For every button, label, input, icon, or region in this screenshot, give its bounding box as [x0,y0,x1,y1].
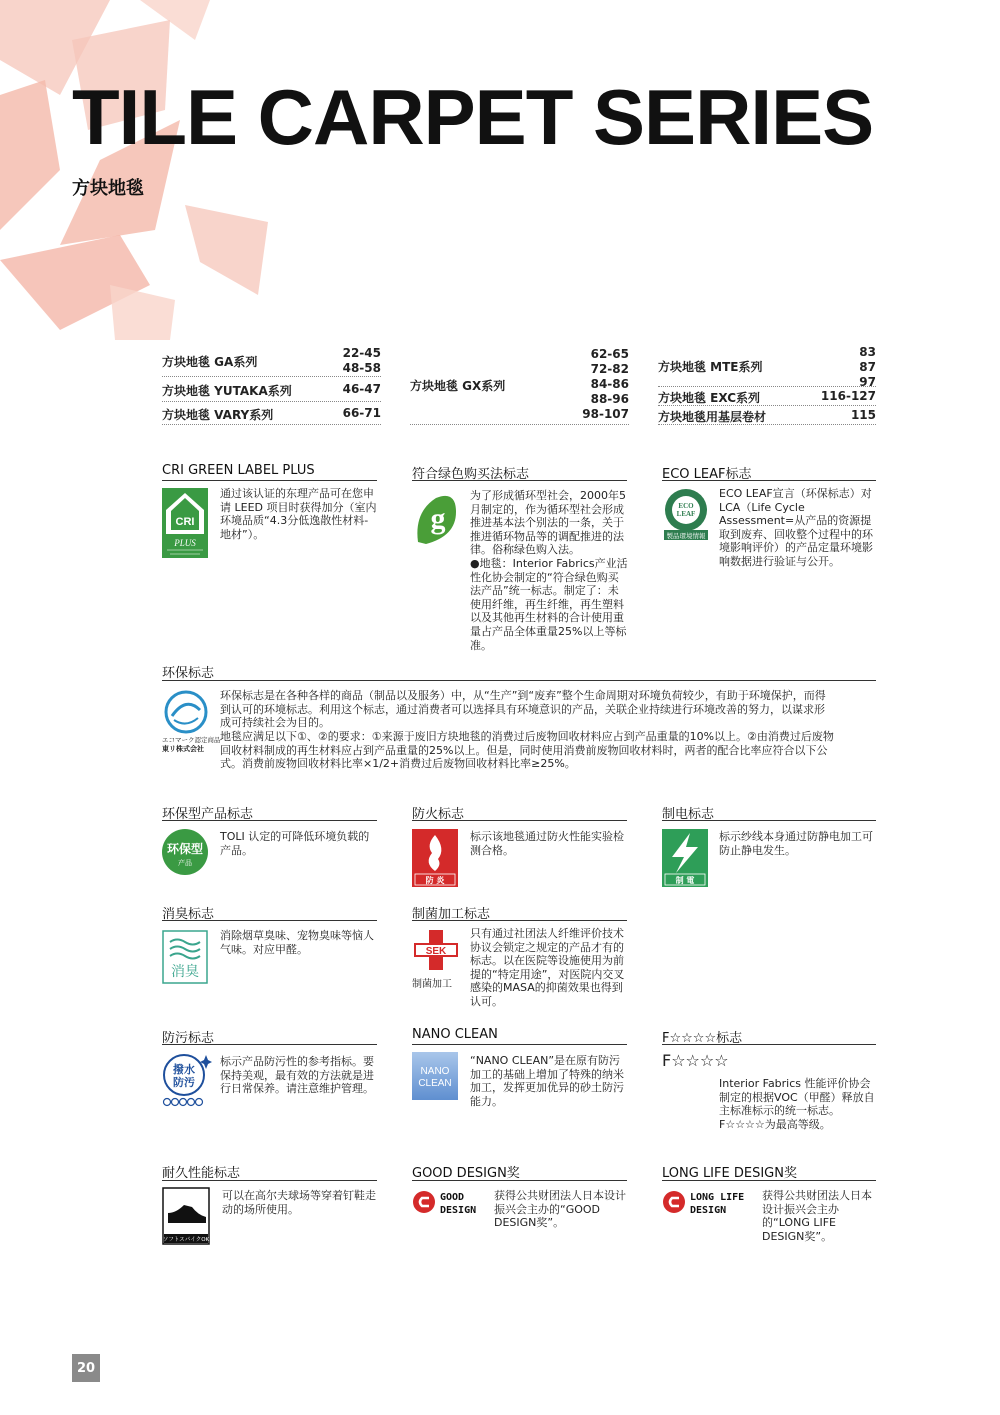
section-rule [412,920,627,921]
svg-text:DESIGN: DESIGN [690,1205,727,1216]
antistatic-logo [662,829,708,887]
svg-text:防 炎: 防 炎 [425,876,445,885]
svg-text:制 電: 制 電 [675,876,695,885]
fire-description: 标示该地毯通过防火性能实验检测合格。 [470,830,624,857]
eco-mark-logo [162,690,210,734]
svg-text:撥水: 撥水 [173,1063,195,1076]
index-divider [658,424,876,425]
svg-text:产品: 产品 [178,859,192,867]
svg-text:LONG LIFE: LONG LIFE [690,1192,745,1203]
svg-text:製品環境情報: 製品環境情報 [666,532,706,540]
section-rule [412,1180,627,1181]
cri-green-label-logo [162,488,208,558]
index-item-vary: 方块地毯 VARY系列 [162,408,274,422]
section-rule [662,1044,876,1045]
index-divider [658,386,876,387]
eco-type-heading: 环保型产品标志 [162,807,254,822]
svg-text:GOOD: GOOD [440,1192,465,1203]
index-divider [658,405,876,406]
section-rule [412,820,627,821]
svg-text:CLEAN: CLEAN [418,1078,452,1089]
index-divider [162,424,381,425]
index-item-ga: 方块地毯 GA系列 [162,355,258,369]
antibac-description: 只有通过社团法人纤维评价技术协议会锁定之规定的产品才有的标志。以在医院等设施使用为前提的“特定用途”，对医院内交叉感染的MASA的抑菌效果也得到认可。 [470,927,625,1008]
deodorant-logo [162,930,208,984]
svg-text:NANO: NANO [420,1066,450,1077]
nano-clean-heading: NANO CLEAN [412,1027,498,1042]
eco-mark-requirement: 地毯应满足以下①、②的要求：①来源于废旧方块地毯的消费过后废物回收材料应占到产品重量的10%以上。②由消费过后废物回收材料制成的再生材料应占到产品重量的25%以上。但是，同时使用消费前废物回收材料时，两者的配合比率应符合以下公式。消费前废物回收材料比率×1/2+消费过后废物回收材料比率≥25%。 [220,730,834,771]
eco-leaf-description: ECO LEAF宣言（环保标志）对LCA（Life Cycle Assessment=从产品的资源提取到废弃、回收整个过程中的环境影响评价）的产品定量环境影响数据进行验证与公开。 [719,487,873,568]
section-rule [162,680,876,681]
green-purchase-heading: 符合绿色购买法标志 [412,467,530,482]
section-rule [662,820,876,821]
eco-type-description: TOLI 认定的可降低环境负载的产品。 [220,830,370,857]
svg-text:LEAF: LEAF [676,510,696,518]
section-rule [162,920,377,921]
index-pages-yutaka: 46-47 [342,382,381,396]
index-pages-vary: 66-71 [342,406,381,420]
section-rule [162,1180,377,1181]
index-item-gx: 方块地毯 GX系列 [410,379,506,393]
eco-type-product-logo [162,829,208,875]
index-pages-gx: 62-65 72-82 84-86 88-96 98-107 [582,347,629,421]
svg-text:环保型: 环保型 [166,842,204,856]
svg-text:DESIGN: DESIGN [440,1205,477,1216]
green-purchase-description: 为了形成循环型社会，2000年5月制定的，作为循环型社会形成推进基本法个别法的一条，关于推进循环物品等的调配推进的法律。俗称绿色购入法。 [470,489,626,557]
durable-heading: 耐久性能标志 [162,1166,241,1181]
good-design-description: 获得公共财团法人日本设计振兴会主办的“GOOD DESIGN奖”。 [494,1189,626,1230]
svg-text:ソフトスパイクOK: ソフトスパイクOK [162,1237,210,1243]
long-life-design-logo [662,1190,754,1216]
green-purchase-logo [412,492,460,548]
eco-leaf-heading: ECO LEAF标志 [662,467,752,482]
cri-heading: CRI GREEN LABEL PLUS [162,463,315,478]
soft-spike-logo [162,1187,210,1245]
long-life-description: 获得公共财团法人日本设计振兴会主办的“LONG LIFE DESIGN奖”。 [762,1189,872,1243]
good-design-logo [412,1190,484,1216]
section-rule [162,480,377,481]
eco-mark-caption-2: 東リ株式会社 [162,745,204,753]
fire-heading: 防火标志 [412,807,465,822]
section-rule [662,1180,876,1181]
svg-text:CRI: CRI [175,516,195,528]
svg-text:消臭: 消臭 [171,964,199,980]
svg-text:PLUS: PLUS [174,538,196,548]
fire-retardant-logo [412,829,458,887]
stain-heading: 防污标志 [162,1031,215,1046]
section-rule [412,480,627,481]
index-divider [410,424,629,425]
eco-mark-caption-1: エコマーク認定商品 [162,736,221,744]
fstar-mark: F☆☆☆☆ [662,1051,729,1070]
index-pages-mte: 83 87 97 [859,345,876,389]
index-pages-base-roll: 115 [850,408,876,422]
index-item-mte: 方块地毯 MTE系列 [658,360,763,374]
fstar-description: Interior Fabrics 性能评价协会制定的根据VOC（甲醛）释放自主标准标示的统一标志。F☆☆☆☆为最高等级。 [719,1077,875,1131]
index-item-exc: 方块地毯 EXC系列 [658,391,761,405]
index-item-yutaka: 方块地毯 YUTAKA系列 [162,384,292,398]
antibac-heading: 制菌加工标志 [412,907,491,922]
decorative-background-shapes [0,0,300,340]
eco-leaf-logo [662,488,710,544]
durable-description: 可以在高尔夫球场等穿着钉鞋走动的场所使用。 [222,1189,376,1216]
eco-mark-heading: 环保标志 [162,666,215,681]
index-item-base-roll: 方块地毯用基层卷材 [658,410,767,424]
long-life-heading: LONG LIFE DESIGN奖 [662,1166,797,1181]
index-pages-exc: 116-127 [820,389,876,403]
eco-mark-description: 环保标志是在各种各样的商品（制品以及服务）中，从“生产”到“废弃”整个生命周期对环境负荷较少，有助于环境保护，而得到认可的环境标志。利用这个标志，通过消费者可以选择具有环境意识的产品，关联企业持续进行环境改善的努力，以谋求形成可持续社会为目的。 [220,689,826,730]
index-pages-ga: 22-45 48-58 [342,346,381,375]
section-rule [162,820,377,821]
stain-resistant-logo [162,1053,212,1109]
good-design-heading: GOOD DESIGN奖 [412,1166,520,1181]
nano-clean-description: “NANO CLEAN”是在原有防污加工的基础上增加了特殊的纳米加工，发挥更加优异的砂土防污能力。 [470,1054,624,1108]
section-rule [162,1044,377,1045]
nano-clean-logo [412,1052,458,1100]
svg-text:SEK: SEK [425,946,447,957]
antibac-logo-caption: 制菌加工 [412,979,452,990]
antistatic-heading: 制电标志 [662,807,715,822]
index-divider [162,401,381,402]
fstar-heading: F☆☆☆☆标志 [662,1031,743,1046]
page-subtitle: 方块地毯 [72,178,144,199]
svg-text:防汚: 防汚 [173,1076,195,1089]
cri-description: 通过该认证的东理产品可在您申请 LEED 项目时获得加分（室内环境品质“4.3分低逸散性材料-地材”）。 [220,487,377,541]
deodor-heading: 消臭标志 [162,907,215,922]
svg-text:g: g [430,502,446,535]
page-number: 20 [72,1354,100,1382]
page-title: TILE CARPET SERIES [72,73,874,161]
index-divider [162,376,381,377]
section-rule [412,1044,627,1045]
deodor-description: 消除烟草臭味、宠物臭味等恼人气味。对应甲醛。 [220,929,374,956]
antibacterial-logo [412,930,460,970]
stain-description: 标示产品防污性的参考指标。要保持美观，最有效的方法就是进行日常保养。请注意维护管理。 [220,1055,374,1096]
antistatic-description: 标示纱线本身通过防静电加工可防止静电发生。 [719,830,873,857]
green-purchase-bullet: ●地毯：Interior Fabrics产业活性化协会制定的“符合绿色购买法产品”统一标志。制定了：未使用纤维，再生纤维，再生塑料以及其他再生材料的合计使用重量占产品全体重量25%以上等标准。 [470,557,628,652]
svg-text:ECO: ECO [678,502,694,510]
section-rule [662,480,876,481]
